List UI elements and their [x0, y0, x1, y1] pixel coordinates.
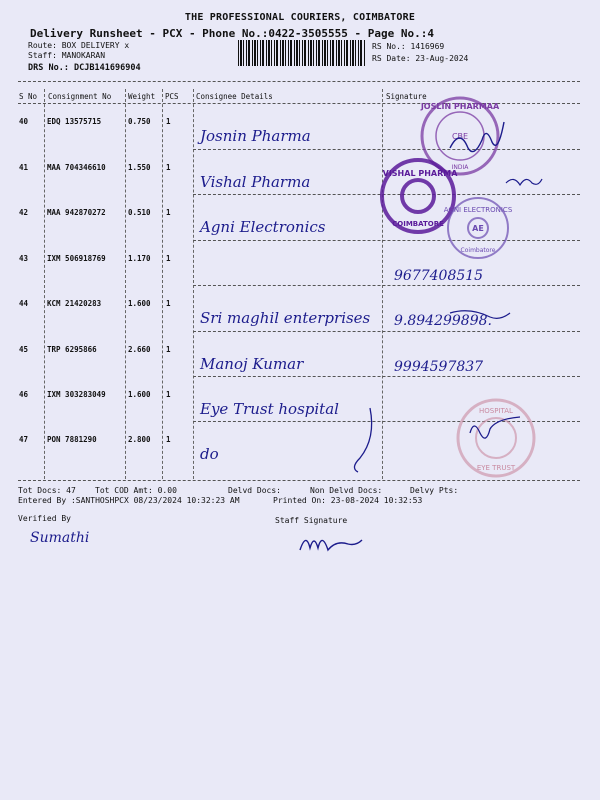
table-top-rule: [18, 81, 580, 82]
row-consignee-handwritten: Agni Electronics: [200, 218, 326, 236]
stamp-eye-trust-text: HOSPITAL: [479, 407, 513, 415]
row-pcs: 1: [166, 254, 171, 263]
row-sno: 40: [19, 117, 29, 126]
row-consignment-no: IXM 506918769: [47, 254, 106, 263]
row-pcs: 1: [166, 345, 171, 354]
table-bottom-rule: [18, 480, 580, 481]
row-pcs: 1: [166, 435, 171, 444]
stamp-joslin-text: JOSLIN PHARMAA: [420, 102, 500, 111]
row-consignee-handwritten: Eye Trust hospital: [200, 400, 339, 418]
row-pcs: 1: [166, 390, 171, 399]
printed-on: Printed On: 23-08-2024 10:32:53: [273, 496, 423, 505]
stamp-joslin-center: CBE: [451, 132, 469, 141]
row-weight: 1.170: [128, 254, 151, 263]
col-divider-2: [125, 89, 126, 479]
row-sno: 43: [19, 254, 29, 263]
row-pcs: 1: [166, 163, 171, 172]
stamp-eye-trust: [458, 400, 534, 476]
col-header-signature: Signature: [386, 92, 427, 101]
signature-scribble: [506, 179, 542, 185]
signature-scribble: [450, 311, 510, 319]
stamp-eye-trust-bottom: EYE TRUST: [476, 464, 516, 472]
row-consignment-no: MAA 704346610: [47, 163, 106, 172]
route-label: Route: BOX DELIVERY x: [28, 41, 130, 50]
row-consignee-handwritten: Vishal Pharma: [200, 173, 311, 191]
rs-number: RS No.: 1416969: [372, 42, 445, 51]
row-pcs: 1: [166, 117, 171, 126]
verified-by-label: Verified By: [18, 514, 71, 523]
stamp-vishal: [382, 160, 458, 232]
runsheet-subtitle: Delivery Runsheet - PCX - Phone No.:0422-3505555 - Page No.:4: [30, 27, 434, 40]
row-weight: 1.550: [128, 163, 151, 172]
row-sno: 42: [19, 208, 29, 217]
row-consignee-handwritten: Manoj Kumar: [200, 355, 304, 373]
stamp-agni-bottom: Coimbatore: [460, 247, 496, 254]
row-pcs: 1: [166, 299, 171, 308]
staff-signature-label: Staff Signature: [275, 516, 348, 525]
verified-by-signature: Sumathi: [30, 530, 90, 546]
col-header-weight: Weight: [128, 92, 156, 101]
row-sno: 44: [19, 299, 29, 308]
row-sno: 47: [19, 435, 29, 444]
row-signature-handwritten: 9677408515: [394, 268, 484, 284]
signature-scribble: [354, 408, 371, 472]
row-consignment-no: EDQ 13575715: [47, 117, 102, 126]
row-weight: 0.510: [128, 208, 151, 217]
row-weight: 0.750: [128, 117, 151, 126]
col-header-sno: S No: [19, 92, 38, 101]
staff-label: Staff: MANOKARAN: [28, 51, 106, 60]
stamp-vishal-bottom: COIMBATORE: [392, 220, 444, 228]
drs-number: DRS No.: DCJB141696904: [28, 63, 141, 73]
staff-signature-scribble: [296, 530, 368, 558]
non-delvd-docs: Non Delvd Docs:: [310, 486, 383, 495]
stamp-vishal-text: VISHAL PHARMA: [382, 169, 458, 178]
col-header-pcs: PCS: [165, 92, 179, 101]
rs-date: RS Date: 23-Aug-2024: [372, 54, 469, 63]
row-consignment-no: KCM 21420283: [47, 299, 102, 308]
delvy-pts: Delvy Pts:: [410, 486, 459, 495]
delvd-docs: Delvd Docs:: [228, 486, 281, 495]
row-signature-handwritten: 9994597837: [394, 359, 484, 375]
row-consignee-handwritten: Sri maghil enterprises: [200, 309, 371, 327]
row-sno: 46: [19, 390, 29, 399]
stamp-joslin-bottom: INDIA: [451, 164, 469, 171]
stamp-agni-text: AGNI ELECTRONICS: [443, 206, 513, 214]
row-consignee-handwritten: Josnin Pharma: [200, 127, 311, 145]
row-consignment-no: MAA 942870272: [47, 208, 106, 217]
barcode: [238, 40, 366, 66]
tot-cod-amt: Tot COD Amt: 0.00: [95, 486, 177, 495]
row-consignee-handwritten: do: [200, 445, 219, 463]
row-pcs: 1: [166, 208, 171, 217]
tot-docs: Tot Docs: 47: [18, 486, 76, 495]
row-consignment-no: TRP 6295866: [47, 345, 97, 354]
row-weight: 1.600: [128, 299, 151, 308]
company-title: THE PROFESSIONAL COURIERS, COIMBATORE: [184, 12, 416, 23]
row-weight: 1.600: [128, 390, 151, 399]
col-divider-3: [162, 89, 163, 479]
col-header-consignment: Consignment No: [48, 92, 112, 101]
row-consignment-no: IXM 303283049: [47, 390, 106, 399]
stamp-agni-center: AE: [472, 224, 484, 233]
stamp-agni: [444, 198, 513, 258]
col-header-consignee: Consignee Details: [196, 92, 273, 101]
row-sno: 45: [19, 345, 29, 354]
row-weight: 2.660: [128, 345, 151, 354]
col-divider-1: [44, 89, 45, 479]
row-signature-handwritten: 9.894299898.: [394, 313, 492, 329]
entered-by: Entered By :SANTHOSHPCX 08/23/2024 10:32:23 AM: [18, 496, 240, 505]
row-consignment-no: PON 7881290: [47, 435, 97, 444]
row-weight: 2.800: [128, 435, 151, 444]
row-sno: 41: [19, 163, 29, 172]
